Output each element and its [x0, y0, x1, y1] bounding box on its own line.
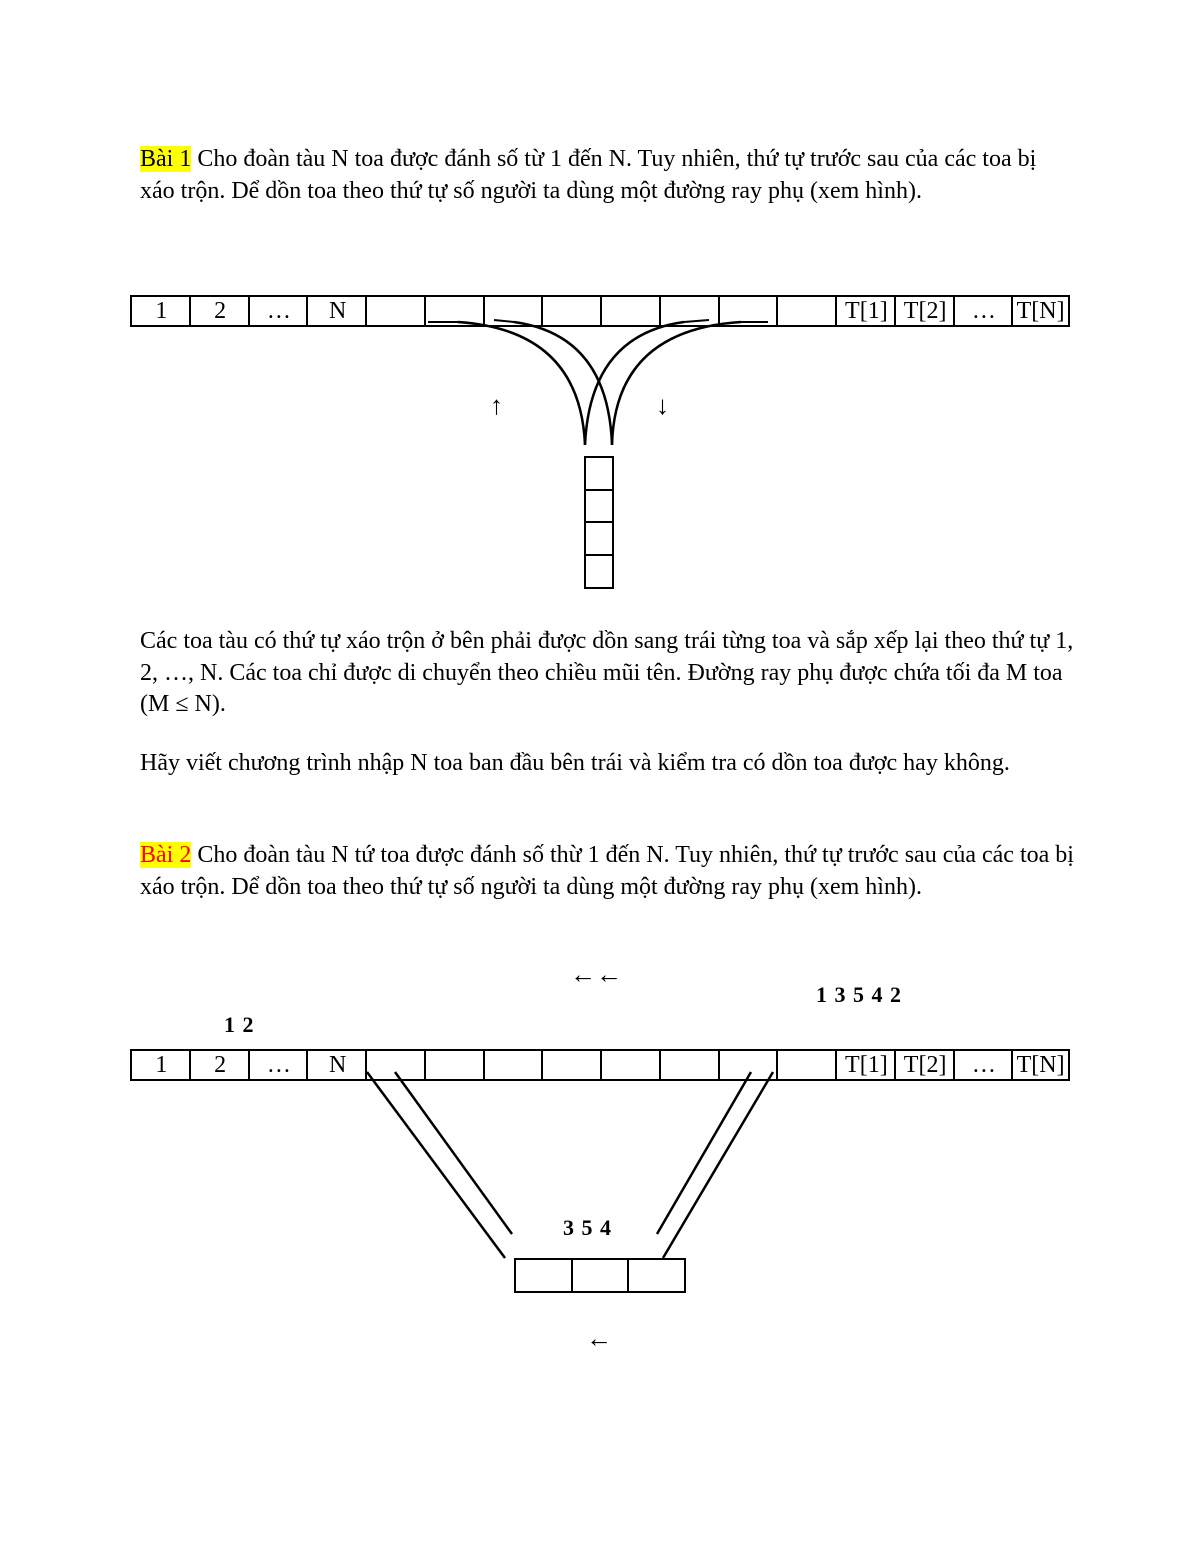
bai1-cell: T[1] [835, 295, 896, 327]
curved-tracks [458, 322, 741, 445]
bai2-cell: 1 [130, 1049, 191, 1081]
bai2-cell: T[2] [894, 1049, 955, 1081]
side-track-stack [585, 457, 613, 588]
arrow-up: ↑ [490, 391, 503, 420]
label-order-left: 1 2 [224, 1012, 255, 1037]
side-track-row [515, 1259, 685, 1292]
label-order-right: 1 3 5 4 2 [816, 982, 902, 1007]
bai2-cell: N [306, 1049, 367, 1081]
bai1-cell: T[2] [894, 295, 955, 327]
bai2-cell: … [248, 1049, 309, 1081]
bai1-cell: … [953, 295, 1014, 327]
bai1-cell: 2 [189, 295, 250, 327]
bai1-text: Cho đoàn tàu N toa được đánh số từ 1 đến N. Tuy nhiên, thứ tự trước sau của các toa bị xáo trộn. Dể dồn toa theo thứ tự số người ta dùng một đường ray phụ (xem hình). [140, 146, 1037, 204]
bai1-cell: T[N] [1011, 295, 1070, 327]
arrow-down: ↓ [656, 391, 669, 420]
bai2-text: Cho đoàn tàu N tứ toa được đánh số thừ 1 đến N. Tuy nhiên, thứ tự trước sau của các toa bị xáo trộn. Dể dồn toa theo thứ tự số người ta dùng một đường ray phụ (xem hình). [140, 842, 1074, 900]
diagonal-tracks [367, 1072, 773, 1258]
bai2-cell: T[1] [835, 1049, 896, 1081]
bai1-label: Bài 1 [140, 146, 192, 172]
bai2-cell: T[N] [1011, 1049, 1070, 1081]
bai1-cell: N [306, 295, 367, 327]
bai1-cell: … [248, 295, 309, 327]
bai1-cell: 1 [130, 295, 191, 327]
bai2-cell: … [953, 1049, 1014, 1081]
arrow-left-double: ←← [570, 960, 622, 989]
label-stack: 3 5 4 [563, 1215, 612, 1240]
arrow-left: ← [586, 1324, 612, 1353]
bai1-paragraph-3: Hãy viết chương trình nhập N toa ban đầu bên trái và kiểm tra có dồn toa được hay không. [140, 750, 1010, 776]
bai2-label: Bài 2 [140, 842, 192, 868]
bai2-cell: 2 [189, 1049, 250, 1081]
bai1-paragraph-2: Các toa tàu có thứ tự xáo trộn ở bên phải được dồn sang trái từng toa và sắp xếp lại theo thứ tự 1, 2, …, N. Các toa chỉ được di chuyển theo chiều mũi tên. Đường ray phụ được chứa tối đa M toa (M ≤ N). [140, 628, 1074, 717]
junction-ticks [428, 320, 768, 322]
